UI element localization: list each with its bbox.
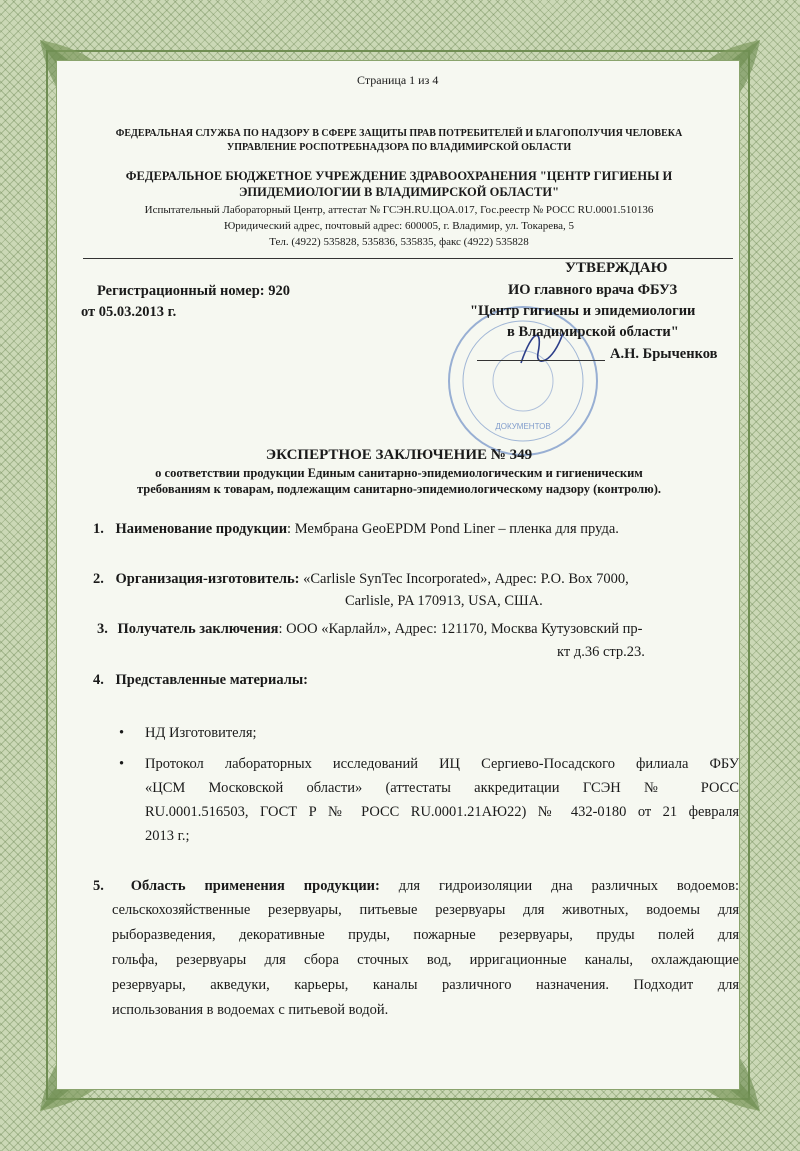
item-5-line-1: для гидроизоляции дна различных водоемов:	[379, 878, 740, 894]
conclusion-subtitle-1: о соответствии продукции Единым санитарно-эпидемиологическим и гигиеническим	[155, 466, 643, 480]
item-3-text: : ООО «Карлайл», Адрес: 121170, Москва Кутузовский пр-	[278, 621, 643, 637]
item-2	[93, 571, 629, 588]
agency-line-1: ФЕДЕРАЛЬНАЯ СЛУЖБА ПО НАДЗОРУ В СФЕРЕ ЗАЩИТЫ ПРАВ ПОТРЕБИТЕЛЕЙ И БЛАГОПОЛУЧИЯ ЧЕЛОВЕКА	[115, 128, 683, 139]
signature-line	[477, 360, 605, 361]
item-2-text: «Carlisle SynTec Incorporated», Адрес: P.O. Box 7000,	[299, 571, 629, 587]
conclusion-title: ЭКСПЕРТНОЕ ЗАКЛЮЧЕНИЕ № 349	[265, 447, 533, 463]
bullet-1-text: НД Изготовителя;	[145, 725, 257, 741]
item-1-text: : Мембрана GeoEPDM Pond Liner – пленка для пруда.	[287, 521, 619, 537]
bullet-1-marker: •	[119, 725, 125, 741]
approval-line-2: "Центр гигиены и эпидемиологии	[470, 303, 696, 319]
item-2-text-cont: Carlisle, PA 170913, USA, США.	[345, 593, 543, 609]
item-5-line-5: резервуары, акведуки, карьеры, каналы различного назначения. Подходит для	[112, 977, 739, 993]
legal-address: Юридический адрес, почтовый адрес: 600005, г. Владимир, ул. Токарева, 5	[223, 220, 575, 232]
item-5	[93, 878, 739, 895]
approval-line-1: ИО главного врача ФБУЗ	[508, 282, 678, 298]
conclusion-subtitle-2: требованиям к товарам, подлежащим санитарно-эпидемиологическому надзору (контролю).	[137, 482, 661, 496]
item-4-number: 4.	[93, 672, 104, 688]
approval-line-3: в Владимирской области"	[507, 324, 679, 340]
item-3	[97, 621, 643, 638]
item-5-line-3: рыборазведения, декоративные пруды, пожарные резервуары, пруды полей для	[112, 927, 739, 943]
item-2-label: Организация-изготовитель:	[115, 571, 300, 587]
item-5-line-6: использования в водоемах с питьевой водой.	[112, 1002, 389, 1018]
document-sheet	[56, 60, 740, 1090]
bullet-2-line-1: Протокол лабораторных исследований ИЦ Сергиево-Посадского филиала ФБУ	[145, 756, 739, 772]
item-1	[93, 521, 619, 538]
item-4	[93, 672, 308, 689]
lab-info: Испытательный Лабораторный Центр, аттестат № ГСЭН.RU.ЦОА.017, Гос.реестр № РОСС RU.0001.510136	[144, 204, 654, 216]
item-3-number: 3.	[97, 621, 108, 637]
item-4-label: Представленные материалы:	[115, 672, 309, 688]
bullet-2-line-4: 2013 г.;	[145, 828, 190, 844]
item-3-text-cont: кт д.36 стр.23.	[557, 644, 645, 660]
item-5-line-4: гольфа, резервуары для сбора сточных вод, ирригационные каналы, охлаждающие	[112, 952, 739, 968]
phones: Тел. (4922) 535828, 535836, 535835, факс (4922) 535828	[269, 236, 529, 248]
item-5-number: 5.	[93, 878, 104, 894]
item-3-label: Получатель заключения	[117, 621, 279, 637]
institution-line-2: ЭПИДЕМИОЛОГИИ В ВЛАДИМИРСКОЙ ОБЛАСТИ"	[238, 185, 560, 199]
header-divider	[83, 258, 733, 259]
stamp-text: ДОКУМЕНТОВ	[495, 422, 551, 431]
item-1-number: 1.	[93, 521, 104, 537]
bullet-2-line-2: «ЦСМ Московской области» (аттестаты аккредитации ГСЭН № РОСС	[145, 780, 739, 796]
registration-date: от 05.03.2013 г.	[81, 304, 177, 320]
bullet-2-line-3: RU.0001.516503, ГОСТ Р № РОСС RU.0001.21АЮ22) № 432-0180 от 21 февраля	[145, 804, 739, 820]
item-2-number: 2.	[93, 571, 104, 587]
item-5-label: Область применения продукции:	[130, 878, 380, 894]
agency-line-2: УПРАВЛЕНИЕ РОСПОТРЕБНАДЗОРА ПО ВЛАДИМИРСКОЙ ОБЛАСТИ	[226, 142, 572, 153]
page-number: Страница 1 из 4	[357, 73, 439, 87]
registration-number: Регистрационный номер: 920	[97, 283, 290, 299]
item-1-label: Наименование продукции	[115, 521, 288, 537]
signatory-name: А.Н. Брыченков	[610, 346, 718, 362]
item-5-line-2: сельскохозяйственные резервуары, питьевые резервуары для животных, водоемы для	[112, 902, 739, 918]
approval-title: УТВЕРЖДАЮ	[565, 260, 668, 276]
bullet-2-marker: •	[119, 756, 125, 772]
institution-line-1: ФЕДЕРАЛЬНОЕ БЮДЖЕТНОЕ УЧРЕЖДЕНИЕ ЗДРАВООХРАНЕНИЯ "ЦЕНТР ГИГИЕНЫ И	[125, 169, 673, 183]
